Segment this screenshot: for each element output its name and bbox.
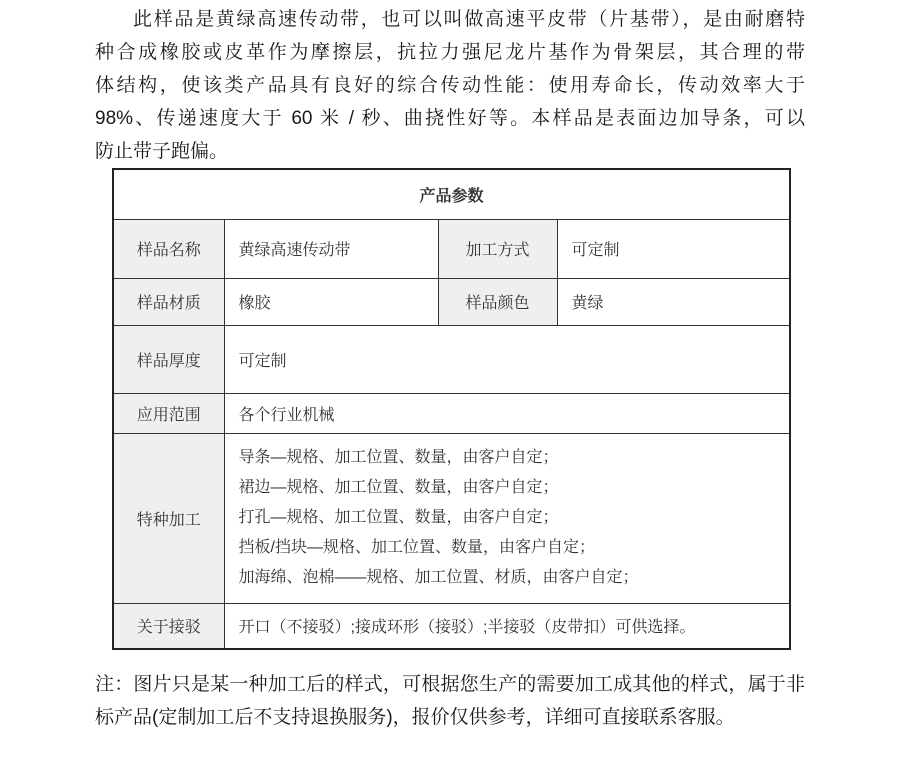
product-detail-content (95, 0, 805, 734)
product-description-paragraph (95, 3, 805, 168)
value-sample-thickness: 可定制 (224, 325, 790, 393)
label-sample-material: 样品材质 (113, 278, 224, 325)
value-about-joining: 开口（不接驳）;接成环形（接驳）;半接驳（皮带扣）可供选择。 (224, 603, 790, 649)
value-processing-method: 可定制 (557, 219, 790, 278)
value-application-scope: 各个行业机械 (224, 393, 790, 433)
label-application-scope: 应用范围 (113, 393, 224, 433)
label-sample-thickness: 样品厚度 (113, 325, 224, 393)
label-about-joining: 关于接驳 (113, 603, 224, 649)
paragraph-line: 此样品是黄绿高速传动带，也可以叫做高速平皮带（片基带），是由耐磨特 (133, 9, 805, 30)
table-row (113, 219, 790, 278)
special-processing-line: 打孔—规格、加工位置、数量，由客户自定； (238, 509, 559, 526)
label-processing-method: 加工方式 (438, 219, 557, 278)
paragraph-line: 98%、传递速度大于 60 米 / 秒、曲挠性好等。本样品是表面边加导条，可以 (95, 108, 805, 129)
table-row (113, 433, 790, 603)
table-title-row (113, 169, 790, 219)
label-sample-name: 样品名称 (113, 219, 224, 278)
product-parameters-section (95, 168, 805, 650)
paragraph-line: 防止带子跑偏。 (95, 141, 229, 162)
special-processing-line: 挡板/挡块—规格、加工位置、数量，由客户自定； (238, 539, 595, 556)
table-row (113, 278, 790, 325)
table-row (113, 393, 790, 433)
paragraph-line: 体结构，使该类产品具有良好的综合传动性能：使用寿命长，传动效率大于 (95, 75, 805, 96)
disclaimer-note (95, 668, 805, 734)
product-parameters-table (112, 168, 791, 650)
special-processing-line: 裙边—规格、加工位置、数量，由客户自定； (238, 479, 559, 496)
value-sample-color: 黄绿 (557, 278, 790, 325)
table-row (113, 603, 790, 649)
special-processing-line: 加海绵、泡棉——规格、加工位置、材质，由客户自定； (238, 569, 639, 586)
note-line: 注：图片只是某一种加工后的样式，可根据您生产的需要加工成其他的样式，属于非 (95, 674, 805, 695)
paragraph-line: 种合成橡胶或皮革作为摩擦层，抗拉力强尼龙片基作为骨架层，其合理的带 (95, 42, 805, 63)
special-processing-line: 导条—规格、加工位置、数量，由客户自定； (238, 449, 559, 466)
value-special-processing (224, 433, 790, 603)
value-sample-material: 橡胶 (224, 278, 438, 325)
table-title: 产品参数 (113, 169, 790, 219)
note-line: 标产品(定制加工后不支持退换服务)，报价仅供参考，详细可直接联系客服。 (95, 707, 735, 728)
label-special-processing: 特种加工 (113, 433, 224, 603)
label-sample-color: 样品颜色 (438, 278, 557, 325)
value-sample-name: 黄绿高速传动带 (224, 219, 438, 278)
table-row (113, 325, 790, 393)
